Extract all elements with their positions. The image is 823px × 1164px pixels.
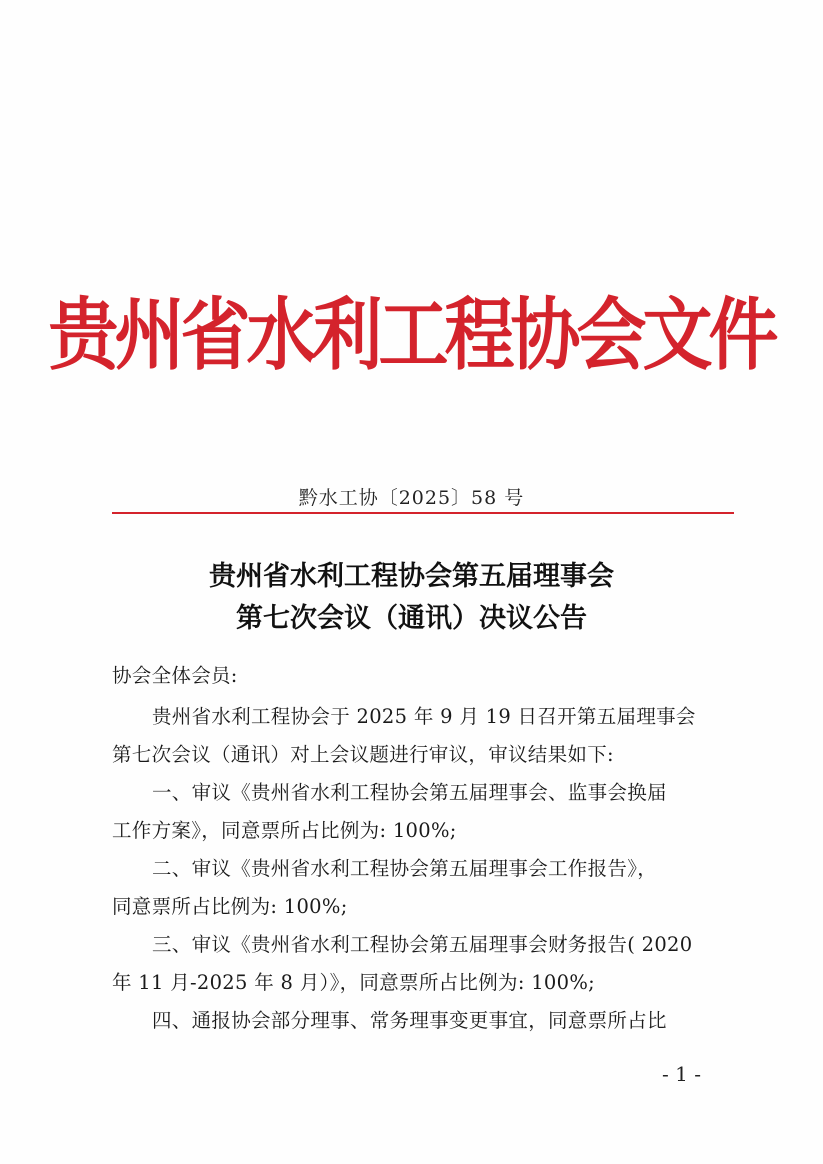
salutation: 协会全体会员: (112, 664, 238, 687)
body-line-6: 同意票所占比例为: 100%; (112, 895, 348, 918)
announcement-title-line-1: 贵州省水利工程协会第五届理事会 (209, 561, 614, 592)
body-line-7: 三、审议《贵州省水利工程协会第五届理事会财务报告( 2020 (152, 933, 693, 956)
org-header-title: 贵州省水利工程协会文件 (48, 289, 775, 382)
body-line-9: 四、通报协会部分理事、常务理事变更事宜，同意票所占比 (152, 1009, 667, 1032)
red-divider-line (112, 512, 734, 514)
document-number: 黔水工协〔2025〕58 号 (298, 487, 525, 509)
body-line-2: 第七次会议（通讯）对上会议题进行审议，审议结果如下: (112, 743, 614, 766)
announcement-title-line-2: 第七次会议（通讯）决议公告 (236, 603, 587, 634)
body-line-4: 工作方案》，同意票所占比例为: 100%; (112, 819, 457, 842)
body-line-3: 一、审议《贵州省水利工程协会第五届理事会、监事会换届 (152, 781, 667, 804)
body-line-5: 二、审议《贵州省水利工程协会第五届理事会工作报告》， (152, 857, 658, 880)
body-line-8: 年 11 月-2025 年 8 月）》，同意票所占比例为: 100%; (112, 971, 596, 994)
page-number: - 1 - (662, 1062, 701, 1086)
body-line-1: 贵州省水利工程协会于 2025 年 9 月 19 日召开第五届理事会 (152, 705, 696, 728)
